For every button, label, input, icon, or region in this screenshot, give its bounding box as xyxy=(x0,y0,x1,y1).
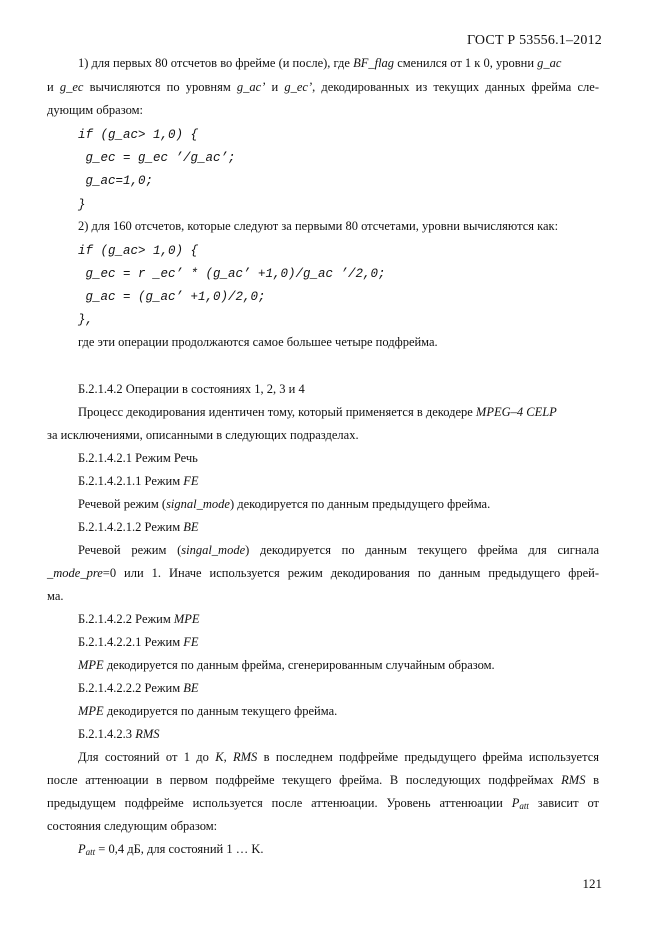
text-run: зависит от xyxy=(528,796,600,810)
section-heading xyxy=(78,726,599,742)
text-run: в последнем подфрейме предыдущего фрейма используется xyxy=(257,750,599,764)
italic-term: g_ec xyxy=(59,80,84,94)
text-line xyxy=(78,749,599,765)
section-heading xyxy=(78,680,599,696)
code-text: g_ec = r _ec’ * (g_ac’ +1,0)/g_ac ’/2,0; xyxy=(78,267,386,281)
text-run: и xyxy=(47,80,60,94)
italic-term: g_ec’ xyxy=(284,80,313,94)
italic-term: BF_flag xyxy=(353,56,395,70)
text-run: в xyxy=(585,773,599,787)
code-line xyxy=(78,288,599,305)
subscript-text: att xyxy=(519,801,529,811)
text-line xyxy=(47,795,599,814)
text-run: 2) для 160 отсчетов, которые следуют за первыми 80 отсчетами, уровни вычисляются как: xyxy=(78,219,559,233)
subscript-text: att xyxy=(85,847,96,857)
text-run: Б.2.1.4.2.3 xyxy=(78,727,136,741)
text-run: и xyxy=(265,80,285,94)
section-heading xyxy=(78,611,599,627)
text-run: состояния следующим образом: xyxy=(47,819,218,833)
section-heading xyxy=(78,450,599,466)
text-run: 1) для первых 80 отсчетов во фрейме (и после), где xyxy=(78,56,354,70)
code-text: g_ec = g_ec ’/g_ac’; xyxy=(78,151,236,165)
code-text: g_ac=1,0; xyxy=(78,174,154,188)
italic-term: MPE xyxy=(78,704,104,718)
section-heading xyxy=(78,634,599,650)
italic-term: _mode_pre xyxy=(47,566,103,580)
text-run: =0 или 1. Иначе используется режим декодирования по данным предыдущего фрей- xyxy=(102,566,599,580)
code-line xyxy=(78,172,599,189)
text-line xyxy=(78,404,599,420)
text-run: сменился от 1 к 0, уровни xyxy=(394,56,538,70)
code-text: if (g_ac> 1,0) { xyxy=(78,128,199,142)
code-text: if (g_ac> 1,0) { xyxy=(78,244,199,258)
code-line xyxy=(78,126,599,143)
italic-term: RMS xyxy=(561,773,586,787)
text-run: = 0,4 дБ, для состояний 1 … K. xyxy=(95,842,264,856)
text-line xyxy=(78,703,599,719)
text-line xyxy=(78,542,599,558)
text-line xyxy=(47,565,599,581)
text-run: Б.2.1.4.2.1 Режим Речь xyxy=(78,451,198,465)
italic-term: g_ac’ xyxy=(236,80,266,94)
italic-term: MPEG–4 CELP xyxy=(475,405,557,419)
text-line xyxy=(47,588,599,604)
text-run: Речевой режим ( xyxy=(78,543,182,557)
text-run: после аттенюации в первом подфрейме текущего фрейма. В последующих подфреймах xyxy=(47,773,562,787)
text-run: , декодированных из текущих данных фрейма сле- xyxy=(312,80,599,94)
italic-term: FE xyxy=(183,635,199,649)
text-run: ) декодируется по данным текущего фрейма для сигнала xyxy=(245,543,599,557)
text-run: Б.2.1.4.2.2 Режим xyxy=(78,612,174,626)
italic-term: RMS xyxy=(135,727,160,741)
text-run: вычисляются по уровням xyxy=(83,80,237,94)
italic-term: MPE xyxy=(78,658,104,672)
text-run: Б.2.1.4.2.2.2 Режим xyxy=(78,681,184,695)
code-line xyxy=(78,149,599,166)
text-line xyxy=(78,334,599,350)
italic-term: BE xyxy=(183,520,199,534)
text-run: где эти операции продолжаются самое большее четыре подфрейма. xyxy=(78,335,438,349)
text-run: , xyxy=(223,750,233,764)
code-line xyxy=(78,196,599,213)
text-run: Б.2.1.4.2.1.1 Режим xyxy=(78,474,184,488)
italic-term: RMS xyxy=(233,750,258,764)
italic-term: P xyxy=(511,796,520,810)
text-line xyxy=(78,55,599,71)
italic-term: P xyxy=(78,842,86,856)
italic-term: g_ac xyxy=(537,56,562,70)
text-line xyxy=(78,657,599,673)
section-heading xyxy=(78,473,599,489)
text-run: Б.2.1.4.2 Операции в состояниях 1, 2, 3 и 4 xyxy=(78,382,305,396)
code-line xyxy=(78,311,599,328)
italic-term: BE xyxy=(183,681,199,695)
text-run: Б.2.1.4.2.2.1 Режим xyxy=(78,635,184,649)
text-run: декодируется по данным текущего фрейма. xyxy=(103,704,338,718)
formula-line xyxy=(78,841,599,860)
italic-term: signal_mode xyxy=(166,497,230,511)
text-line xyxy=(78,496,599,512)
text-line xyxy=(78,218,599,234)
page-number: 121 xyxy=(582,876,602,891)
text-line xyxy=(47,818,599,834)
italic-term: FE xyxy=(183,474,199,488)
text-run: декодируется по данным фрейма, сгенерированным случайным образом. xyxy=(103,658,495,672)
code-line xyxy=(78,265,599,282)
section-heading xyxy=(78,519,599,535)
text-line xyxy=(47,79,599,95)
section-heading xyxy=(78,381,599,397)
standard-header: ГОСТ Р 53556.1–2012 xyxy=(466,33,602,48)
text-run: предыдущем подфрейме используется после аттенюации. Уровень аттенюации xyxy=(47,796,512,810)
code-text: } xyxy=(78,198,86,212)
code-text: g_ac = (g_ac’ +1,0)/2,0; xyxy=(78,290,266,304)
text-run: дующим образом: xyxy=(47,103,143,117)
text-run: Процесс декодирования идентичен тому, который применяется в декодере xyxy=(78,405,476,419)
text-line xyxy=(47,427,599,443)
text-line xyxy=(47,772,599,788)
text-run: Для состояний от 1 до xyxy=(78,750,216,764)
italic-term: MPE xyxy=(173,612,200,626)
text-run: за исключениями, описанными в следующих подразделах. xyxy=(47,428,359,442)
code-text: }, xyxy=(78,313,94,327)
code-line xyxy=(78,242,599,259)
text-run: ) декодируется по данным предыдущего фрейма. xyxy=(229,497,491,511)
italic-term: singal_mode xyxy=(181,543,246,557)
text-line xyxy=(47,102,599,118)
text-run: Б.2.1.4.2.1.2 Режим xyxy=(78,520,184,534)
italic-term: K xyxy=(215,750,224,764)
text-run: ма. xyxy=(47,589,64,603)
text-run: Речевой режим ( xyxy=(78,497,167,511)
